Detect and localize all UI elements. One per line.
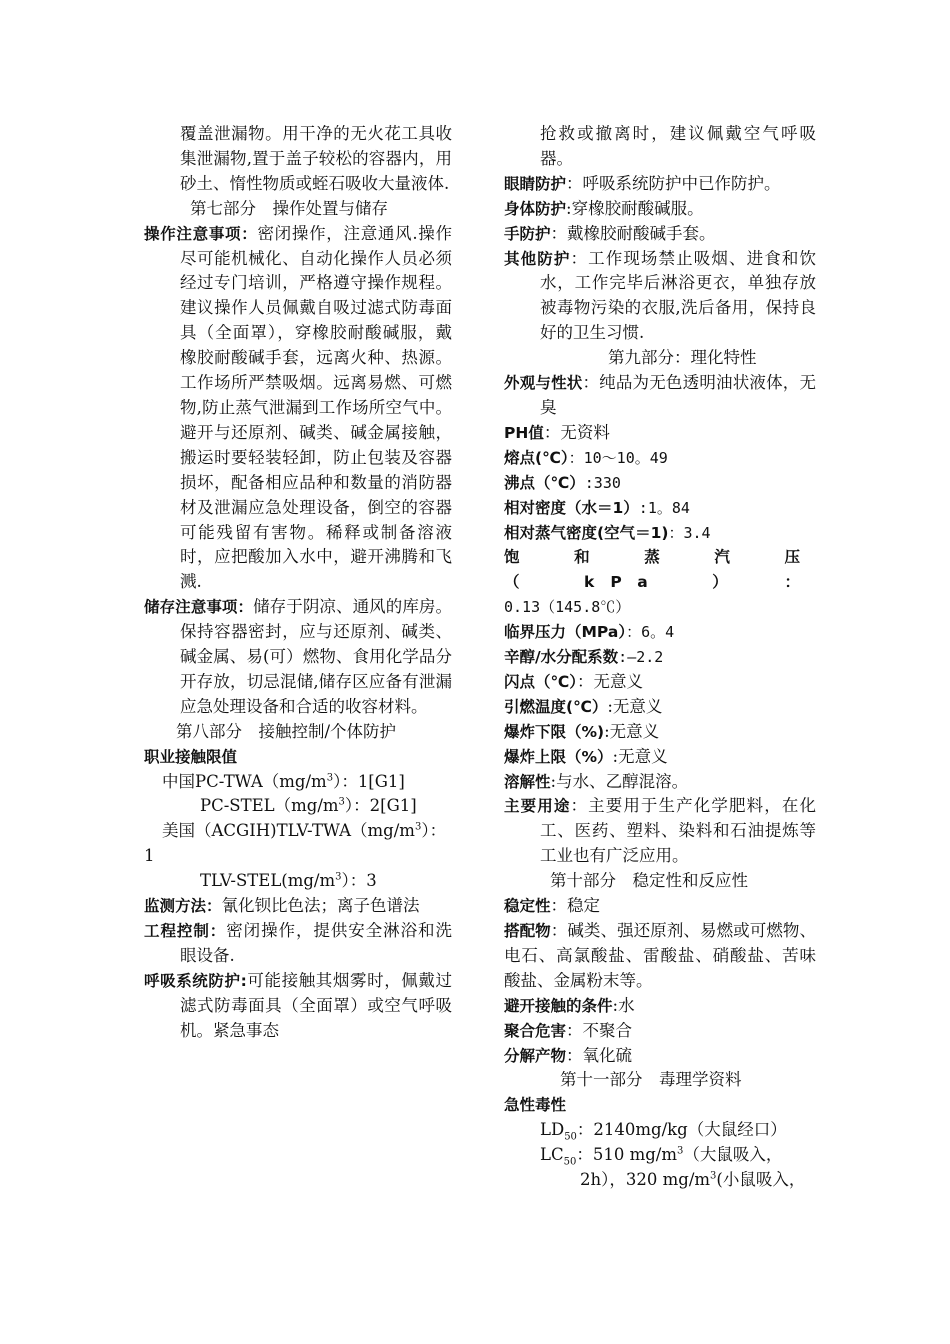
oel-us-stel xyxy=(144,869,452,894)
other-text: ：工作现场禁止吸烟、进食和饮水，工作完毕后淋浴更衣，单独存放被毒物污染的衣服,洗后备用，保持良好的卫生习惯. xyxy=(540,248,816,343)
appearance-text: ：纯品为无色透明油状液体，无臭 xyxy=(540,373,816,417)
oel-china-twa-value: ）：1[G1] xyxy=(333,771,405,791)
oel-china-twa-text: 中国PC-TWA（mg/m xyxy=(162,771,327,791)
flash-point-text: ：无意义 xyxy=(577,671,644,691)
hand-text: ：戴橡胶耐酸碱手套。 xyxy=(550,223,716,243)
uel-text: :无意义 xyxy=(612,746,668,766)
section-8-title: 第八部分 接触控制/个体防护 xyxy=(176,721,397,741)
ld-text: LD xyxy=(540,1120,565,1140)
partition-coefficient xyxy=(504,645,816,670)
handling-text: 密闭操作，注意通风.操作尽可能机械化、自动化操作人员必须经过专门培训，严格遵守操作规程。建议操作人员佩戴自吸过滤式防毒面具（全面罩），穿橡胶耐酸碱服，戴橡胶耐酸碱手套，远离火种、热源。工作场所严禁吸烟。远离易燃、可燃物,防止蒸气泄漏到工作场所空气中。避开与还原剂、碱类、碱金属接触，搬运时要轻装轻卸，防止包装及容器损坏，配备相应品种和数量的消防器材及泄漏应急处理设备，倒空的容器可能残留有害物。稀释或制备溶液时，应把酸加入水中，避开沸腾和飞溅. xyxy=(180,223,452,592)
oel-us-stel-text: TLV-STEL(mg/m xyxy=(200,871,336,891)
superscript-3: 3 xyxy=(710,1170,717,1182)
melting-point-text: ：10～10。49 xyxy=(568,448,668,467)
lel-text: :无意义 xyxy=(604,721,660,741)
boiling-point xyxy=(504,471,816,496)
superscript-3: 3 xyxy=(338,796,345,808)
lc50-line xyxy=(504,1143,816,1168)
vapor-density-label: 相对蒸气密度(空气＝1) xyxy=(504,523,669,542)
decomposition-label: 分解产物 xyxy=(504,1046,567,1065)
upper-explosive-limit xyxy=(504,745,816,770)
vapor-pressure-label-line xyxy=(504,545,816,595)
section-7-title: 第七部分 操作处置与储存 xyxy=(190,198,388,218)
body-text: :穿橡胶耐酸碱服。 xyxy=(566,198,704,218)
solubility xyxy=(504,770,816,795)
main-uses xyxy=(504,794,816,869)
section-11-title: 第十一部分 毒理学资料 xyxy=(560,1070,742,1090)
oel-us-twa-sep: ）： xyxy=(421,821,447,841)
superscript-3: 3 xyxy=(335,871,342,883)
flash-point xyxy=(504,670,816,695)
body-protection xyxy=(504,197,816,222)
stability-text: ：稳定 xyxy=(550,896,601,916)
ld50-line xyxy=(504,1118,816,1143)
storage-precautions xyxy=(144,595,452,720)
engineering-label: 工程控制： xyxy=(144,922,227,940)
section-9-title: 第九部分：理化特性 xyxy=(608,348,757,368)
oel-label: 职业接触限值 xyxy=(144,747,238,766)
right-column xyxy=(504,122,816,1193)
engineering-control xyxy=(144,919,452,969)
boiling-point-text: :330 xyxy=(584,473,621,492)
respiratory-text: 可能接触其烟雾时，佩戴过滤式防毒面具（全面罩）或空气呼吸机。紧急事态 xyxy=(180,970,453,1040)
monitoring-text: 氰化钡比色法；离子色谱法 xyxy=(221,896,420,916)
lc-text: LC xyxy=(540,1145,564,1165)
oel-us-twa xyxy=(144,819,452,844)
monitoring-label: 监测方法： xyxy=(144,897,222,916)
lc-condition-2: (小鼠吸入， xyxy=(716,1170,806,1190)
partition-coefficient-text: :—2.2 xyxy=(618,648,664,667)
stability-label: 稳定性 xyxy=(504,897,551,916)
autoignition-text: :无意义 xyxy=(607,696,663,716)
solubility-label: 溶解性 xyxy=(504,772,551,791)
monitoring-method xyxy=(144,894,452,919)
relative-density xyxy=(504,496,816,521)
spill-containment-continuation: 覆盖泄漏物。用干净的无火花工具收集泄漏物,置于盖子较松的容器内，用砂土、惰性物质或蛭石吸收大量液体. xyxy=(180,124,452,193)
uel-label: 爆炸上限（%） xyxy=(504,747,613,766)
lc-value: ：510 mg/m xyxy=(576,1145,677,1165)
lc-value-2: 2h），320 mg/m xyxy=(580,1170,711,1190)
critical-pressure-label: 临界压力（MPa） xyxy=(504,623,627,642)
conditions-text: :水 xyxy=(612,995,635,1015)
oel-us-stel-value: ）：3 xyxy=(341,871,377,891)
partition-coefficient-label: 辛醇/水分配系数 xyxy=(504,648,619,667)
ph-text: ：无资料 xyxy=(543,422,610,442)
oel-us-twa-value: 1 xyxy=(144,846,155,866)
ph-label: PH值 xyxy=(504,423,544,442)
solubility-text: :与水、乙醇混溶。 xyxy=(550,771,689,791)
subscript-50: 50 xyxy=(563,1156,577,1168)
polymerization-label: 聚合危害 xyxy=(504,1021,567,1040)
polymerization-hazard xyxy=(504,1019,816,1044)
superscript-3: 3 xyxy=(326,772,334,784)
superscript-3: 3 xyxy=(414,821,422,833)
lel-label: 爆炸下限（%) xyxy=(504,722,605,741)
handling-label: 操作注意事项： xyxy=(144,224,258,243)
incompatible-materials xyxy=(504,919,816,994)
relative-density-text: :1。84 xyxy=(638,498,690,517)
flash-point-label: 闪点（℃） xyxy=(504,672,578,691)
ph-value xyxy=(504,421,816,446)
melting-point-label: 熔点(℃） xyxy=(504,448,569,467)
body-label: 身体防护 xyxy=(504,199,567,218)
oel-us-twa-text: 美国（ACGIH)TLV-TWA（mg/m xyxy=(162,821,415,841)
incompatible-text: ：碱类、强还原剂、易燃或可燃物、电石、高氯酸盐、雷酸盐、硝酸盐、苦味酸盐、金属粉末等。 xyxy=(504,921,816,990)
oel-china-stel xyxy=(144,794,452,819)
eye-text: ：呼吸系统防护中已作防护。 xyxy=(566,173,781,193)
lc50-line-2 xyxy=(504,1168,816,1193)
lower-explosive-limit xyxy=(504,720,816,745)
other-label: 其他防护 xyxy=(504,249,571,268)
oel-china-stel-text: PC-STEL（mg/m xyxy=(200,796,339,816)
critical-pressure xyxy=(504,620,816,645)
conditions-to-avoid xyxy=(504,994,816,1019)
relative-density-label: 相对密度（水＝1） xyxy=(504,498,639,517)
critical-pressure-text: ：6。4 xyxy=(626,623,675,642)
oel-china-stel-value: ）：2[G1] xyxy=(344,796,417,816)
storage-text: 储存于阴凉、通风的库房。保持容器密封，应与还原剂、碱类、碱金属、易(可）燃物、食用化学品分开存放，切忌混储,储存区应备有泄漏应急处理设备和合适的收容材料。 xyxy=(180,597,452,716)
boiling-point-label: 沸点（℃） xyxy=(504,473,585,492)
other-protection xyxy=(504,247,816,347)
left-column xyxy=(144,122,452,1044)
vapor-pressure-label: 饱和蒸汽压（kPa）： xyxy=(504,548,816,592)
hand-label: 手防护 xyxy=(504,224,551,243)
lc-condition: （大鼠吸入， xyxy=(683,1145,783,1165)
engineering-text: 密闭操作，提供安全淋浴和洗眼设备. xyxy=(180,921,452,965)
stability xyxy=(504,894,816,919)
eye-label: 眼睛防护 xyxy=(504,174,567,193)
respiratory-label: 呼吸系统防护: xyxy=(144,971,247,990)
eye-protection xyxy=(504,172,816,197)
conditions-label: 避开接触的条件 xyxy=(504,996,613,1015)
decomposition-text: ：氧化硫 xyxy=(566,1045,633,1065)
decomposition-products xyxy=(504,1044,816,1069)
acute-toxicity-label: 急性毒性 xyxy=(504,1096,567,1115)
oel-china-twa xyxy=(144,770,452,795)
ld-value: ：2140mg/kg（大鼠经口） xyxy=(576,1120,787,1140)
respiratory-continuation: 抢救或撤离时，建议佩戴空气呼吸器。 xyxy=(540,124,816,168)
melting-point xyxy=(504,446,816,471)
autoignition-temperature xyxy=(504,695,816,720)
appearance xyxy=(504,371,816,421)
vapor-density xyxy=(504,521,816,546)
storage-label: 储存注意事项： xyxy=(144,598,254,617)
hand-protection xyxy=(504,222,816,247)
vapor-density-text: ：3.4 xyxy=(668,523,711,542)
main-uses-label: 主要用途 xyxy=(504,797,571,816)
respiratory-protection xyxy=(144,969,452,1044)
subscript-50: 50 xyxy=(564,1131,577,1143)
incompatible-label: 搭配物 xyxy=(504,922,551,940)
vapor-pressure-value xyxy=(504,595,816,620)
vapor-pressure-text: 0.13（145.8℃） xyxy=(504,598,631,617)
appearance-label: 外观与性状 xyxy=(504,374,583,393)
superscript-3: 3 xyxy=(676,1145,684,1157)
polymerization-text: ：不聚合 xyxy=(566,1020,633,1040)
autoignition-label: 引燃温度(℃） xyxy=(504,697,608,716)
section-10-title: 第十部分 稳定性和反应性 xyxy=(550,871,748,891)
handling-precautions xyxy=(144,222,452,596)
main-uses-text: ：主要用于生产化学肥料，在化工、医药、塑料、染料和石油提炼等工业也有广泛应用。 xyxy=(540,796,816,866)
